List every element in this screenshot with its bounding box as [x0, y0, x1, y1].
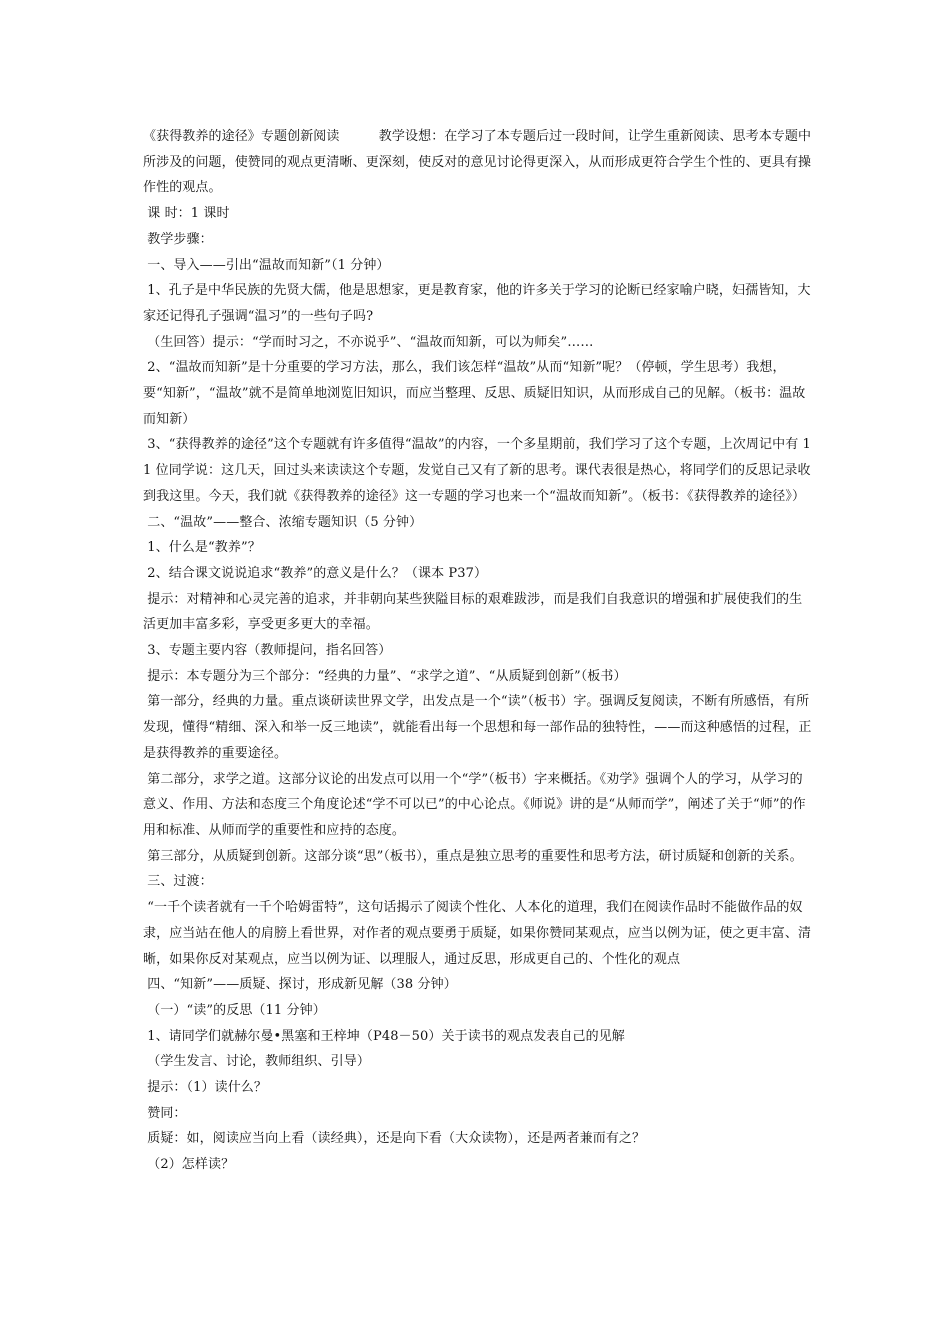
- paragraph: 1、孔子是中华民族的先贤大儒，他是思想家，更是教育家，他的许多关于学习的论断已经家喻户晓，妇孺皆知，大家还记得孔子强调“温习”的一些句子吗?: [143, 283, 811, 324]
- paragraph: （生回答）提示：“学而时习之，不亦说乎”、“温故而知新，可以为师矣”……: [143, 334, 594, 350]
- paragraph: 2、结合课文说说追求“教养”的意义是什么？（课本 P37）: [143, 565, 488, 581]
- subsection-heading: （一）“读”的反思（11 分钟）: [143, 1002, 326, 1018]
- paragraph: 提示：本专题分为三个部分：“经典的力量”、“求学之道”、“从质疑到创新”（板书）: [143, 668, 627, 684]
- paragraph: “一千个读者就有一千个哈姆雷特”，这句话揭示了阅读个性化、人本化的道理，我们在阅读作品时不能做作品的奴隶，应当站在他人的肩膀上看世界，对作者的观点要勇于质疑，如果你赞同某观点，应当以例为证，使之更丰富、清晰，如果你反对某观点，应当以例为证、以理服人，通过反思，形成更自己的、个性化的观点: [143, 900, 812, 967]
- paragraph: 赞同：: [143, 1105, 187, 1121]
- teaching-steps-heading: 教学步骤：: [143, 231, 213, 247]
- paragraph: 3、专题主要内容（教师提问，指名回答）: [143, 643, 392, 659]
- paragraph: （2）怎样读？: [143, 1157, 235, 1173]
- paragraph: 3、“获得教养的途径”这个专题就有许多值得“温故”的内容，一个多星期前，我们学习了这个专题，上次周记中有 11 位同学说：这几天，回过头来读读这个专题，发觉自己又有了新的思考。课代表很是热心，将同学们的反思记录收到我这里。今天，我们就《获得教养的途径》这一专题的学习也来一个“温故而知新”。（板书：《获得教养的途径》）: [143, 437, 811, 504]
- paragraph: 第二部分，求学之道。这部分议论的出发点可以用一个“学”（板书）字来概括。《劝学》强调个人的学习，从学习的意义、作用、方法和态度三个角度论述“学不可以已”的中心论点。《师说》讲的是“从师而学”，阐述了关于“师”的作用和标准、从师而学的重要性和应持的态度。: [143, 771, 806, 838]
- paragraph: 2、“温故而知新”是十分重要的学习方法，那么，我们该怎样“温故”从而“知新”呢？（停顿，学生思考）我想，要“知新”，“温故”就不是简单地浏览旧知识，而应当整理、反思、质疑旧知识，从而形成自己的见解。（板书：温故而知新）: [143, 360, 806, 427]
- paragraph: 第一部分，经典的力量。重点谈研读世界文学，出发点是一个“读”（板书）字。强调反复阅读，不断有所感悟，有所发现，懂得“精细、深入和举一反三地读”，就能看出每一个思想和每一部作品的独特性，——而这种感悟的过程，正是获得教养的重要途径。: [143, 694, 812, 761]
- section-heading-1: 一、导入——引出“温故而知新”（1 分钟）: [143, 257, 390, 273]
- section-heading-4: 四、“知新”——质疑、探讨，形成新见解（38 分钟）: [143, 977, 457, 993]
- section-heading-3: 三、过渡：: [143, 874, 213, 890]
- section-heading-2: 二、“温故”——整合、浓缩专题知识（5 分钟）: [143, 514, 423, 530]
- document-body: [143, 124, 815, 1178]
- intro-paragraph: 《获得教养的途径》专题创新阅读 教学设想：在学习了本专题后过一段时间，让学生重新阅读、思考本专题中所涉及的问题，使赞同的观点更清晰、更深刻，使反对的意见讨论得更深入，从而形成更符合学生个性的、更具有操作性的观点。: [143, 129, 812, 196]
- paragraph: 质疑：如，阅读应当向上看（读经典），还是向下看（大众读物），还是两者兼而有之？: [143, 1131, 646, 1147]
- paragraph: 1、请同学们就赫尔曼•黑塞和王梓坤（P48－50）关于读书的观点发表自己的见解: [143, 1028, 625, 1044]
- paragraph: 第三部分，从质疑到创新。这部分谈“思”（板书），重点是独立思考的重要性和思考方法，研讨质疑和创新的关系。: [143, 848, 803, 864]
- paragraph: 提示：（1）读什么？: [143, 1080, 268, 1096]
- paragraph: 1、什么是“教养”？: [143, 540, 261, 556]
- paragraph: （学生发言、讨论，教师组织、引导）: [143, 1054, 370, 1070]
- class-hours: 课 时：1 课时: [143, 206, 230, 222]
- paragraph: 提示：对精神和心灵完善的追求，并非朝向某些狭隘目标的艰难跋涉，而是我们自我意识的增强和扩展使我们的生活更加丰富多彩，享受更多更大的幸福。: [143, 591, 803, 633]
